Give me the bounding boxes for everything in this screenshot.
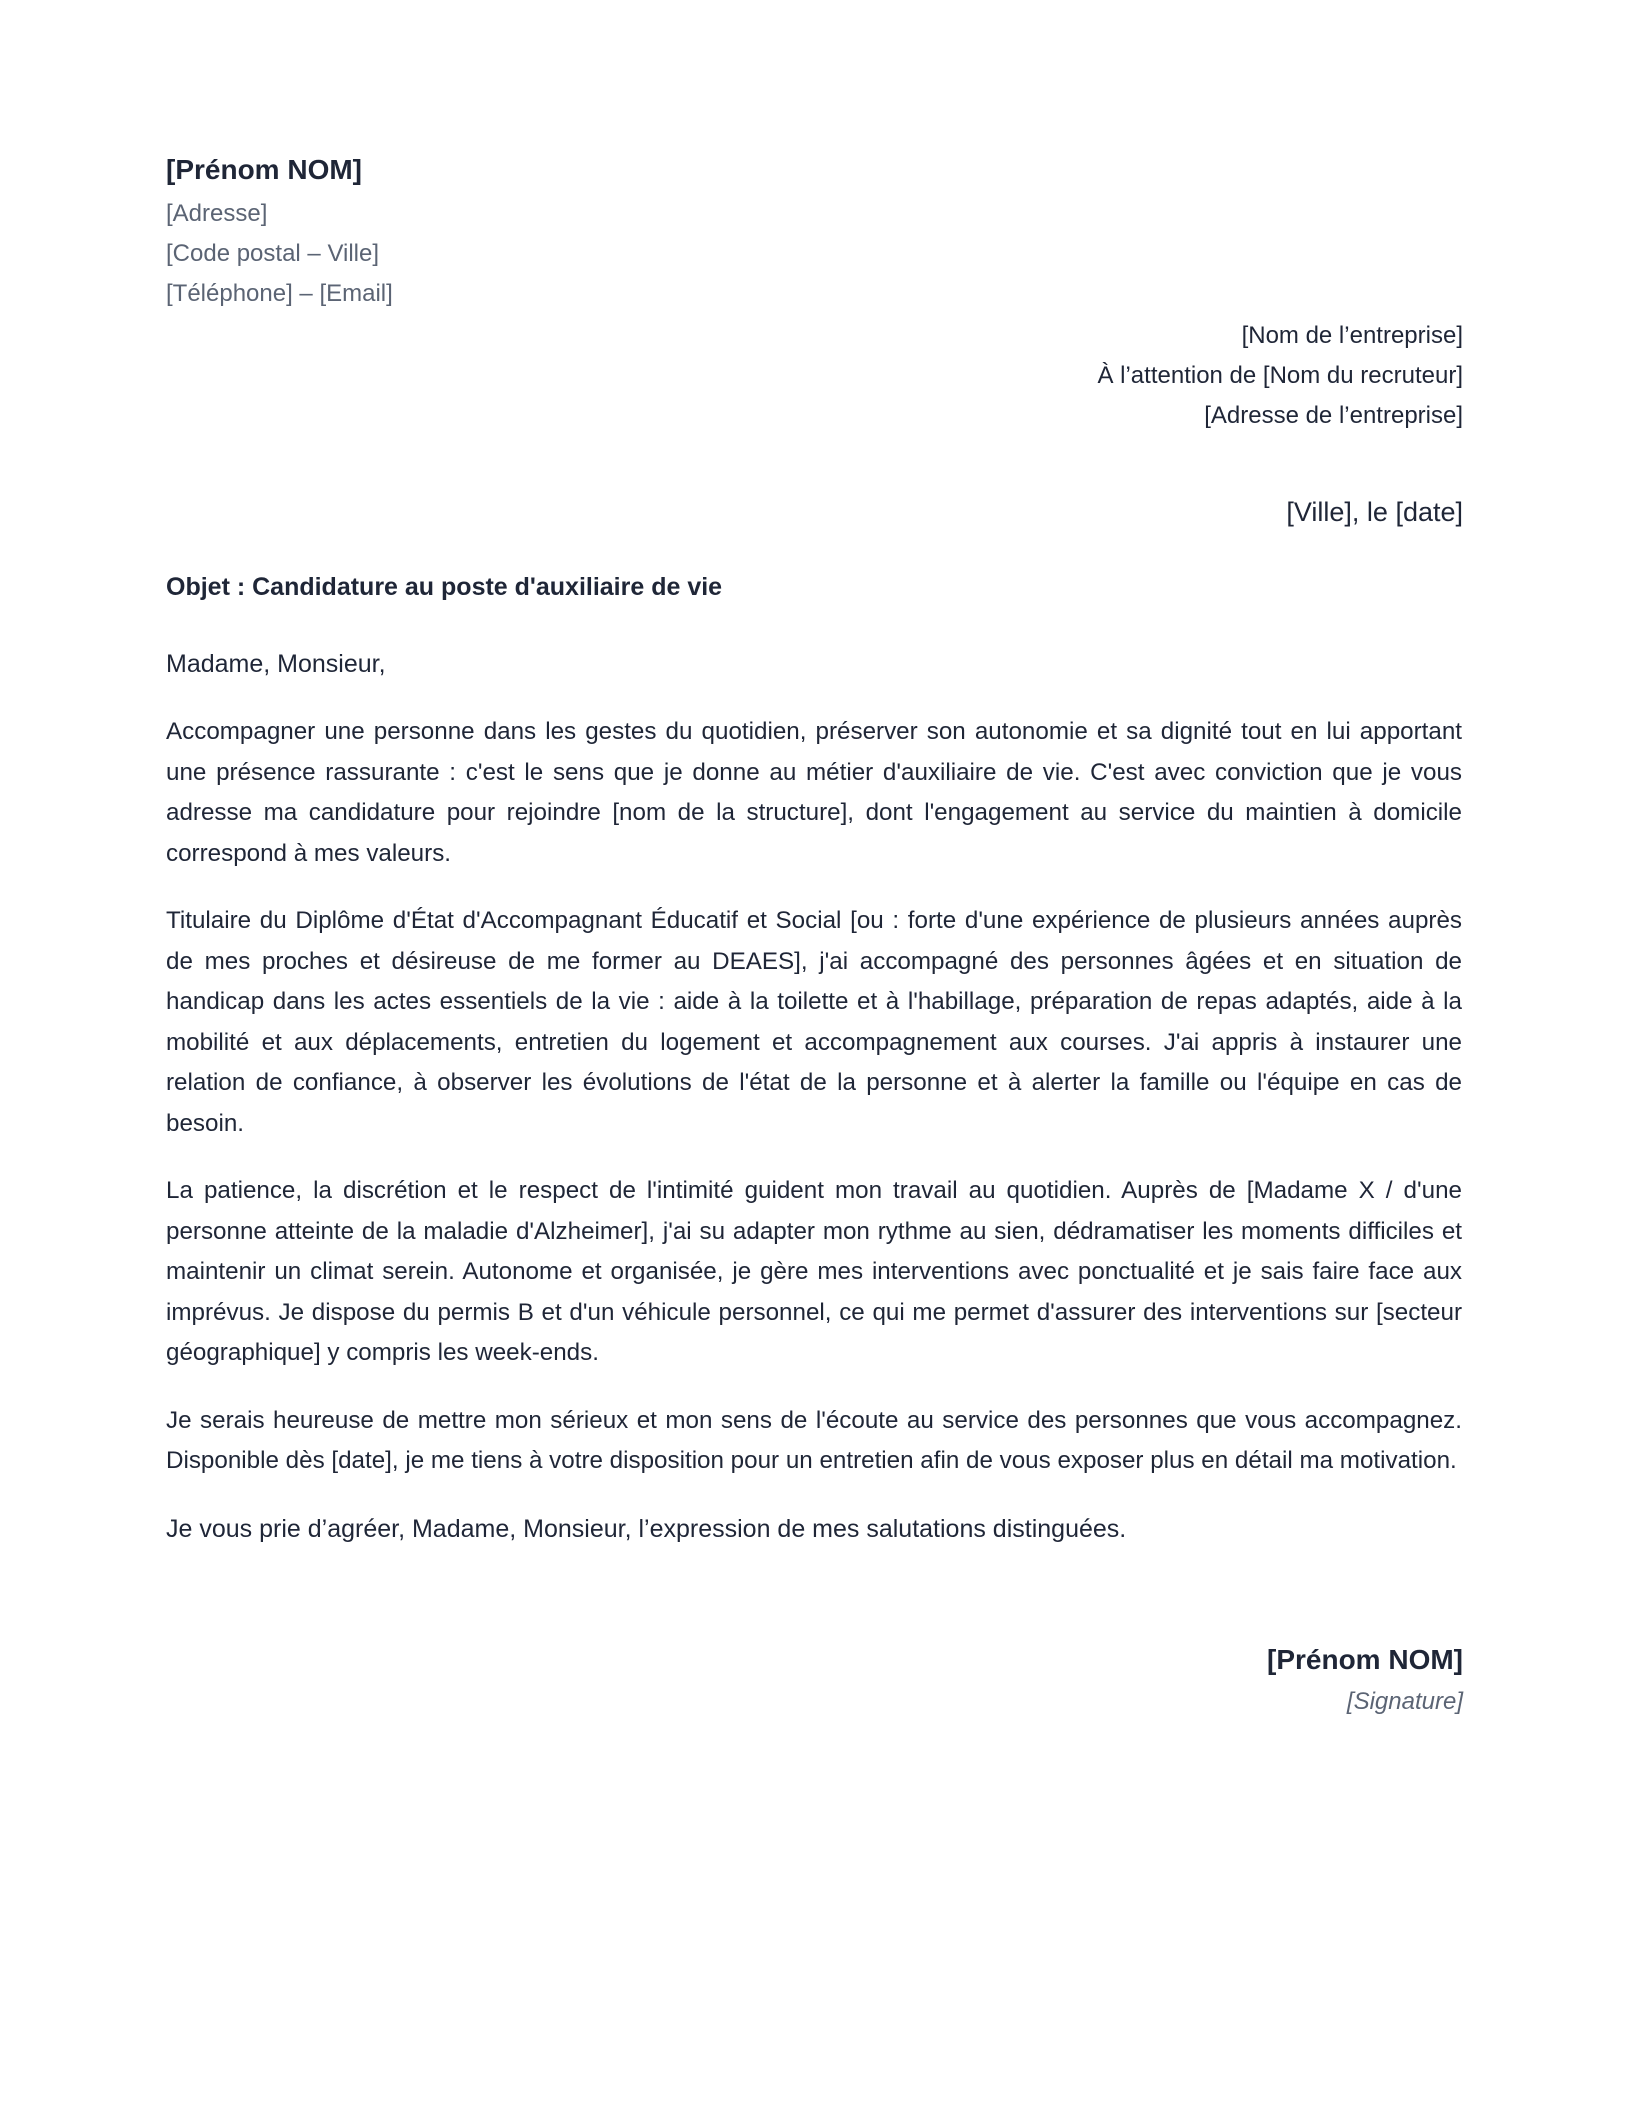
closing-formula: Je vous prie d’agréer, Madame, Monsieur, l’expression de mes salutations distinguées. bbox=[166, 1514, 1127, 1543]
body-paragraph-4: Je serais heureuse de mettre mon sérieux et mon sens de l'écoute au service des personnes que vous accompagnez. Disponible dès [date], je me tiens à votre disposition pour un entretien afin de vous exposer plus en détail ma motivation. bbox=[166, 1406, 1462, 1474]
recipient-block bbox=[763, 316, 1463, 436]
place-date: [Ville], le [date] bbox=[1286, 497, 1463, 527]
greeting: Madame, Monsieur, bbox=[166, 650, 386, 678]
body-paragraph-3: La patience, la discrétion et le respect de l'intimité guident mon travail au quotidien. Auprès de [Madame X / d'une personne atteinte de la maladie d'Alzheimer], j'ai su adapter mon rythme au sien, dédramatiser les moments difficiles et maintenir un climat serein. Autonome et organisée, je gère mes interventions avec ponctualité et je sais faire face aux imprévus. Je dispose du permis B et d'un véhicule personnel, ce qui me permet d'assurer des interventions sur [secteur géographique] y compris les week-ends. bbox=[166, 1177, 1462, 1366]
body-paragraph-2: Titulaire du Diplôme d'État d'Accompagnant Éducatif et Social [ou : forte d'une expérience de plusieurs années auprès de mes proches et désireuse de me former au DEAES], j'ai accompagné des personnes âgées et en situation de handicap dans les actes essentiels de la vie : aide à la toilette et à l'habillage, préparation de repas adaptés, aide à la mobilité et aux déplacements, entretien du logement et accompagnement aux courses. J'ai appris à instaurer une relation de confiance, à observer les évolutions de l'état de la personne et à alerter la famille ou l'équipe en cas de besoin. bbox=[166, 907, 1462, 1137]
sender-address: [Adresse] bbox=[166, 200, 268, 227]
recipient-attention: À l’attention de [Nom du recruteur] bbox=[1097, 362, 1463, 389]
body-paragraph-1: Accompagner une personne dans les gestes du quotidien, préserver son autonomie et sa dignité tout en lui apportant une présence rassurante : c'est le sens que je donne au métier d'auxiliaire de vie. C'est avec conviction que je vous adresse ma candidature pour rejoindre [nom de la structure], dont l'engagement au service du maintien à domicile correspond à mes valeurs. bbox=[166, 718, 1462, 867]
signature-placeholder: [Signature] bbox=[1346, 1688, 1463, 1715]
recipient-company: [Nom de l’entreprise] bbox=[1241, 322, 1463, 349]
sender-postal-city: [Code postal – Ville] bbox=[166, 240, 380, 267]
sender-block bbox=[166, 152, 866, 314]
letter-body bbox=[166, 644, 1462, 1549]
recipient-address: [Adresse de l’entreprise] bbox=[1204, 402, 1463, 429]
letter-subject: Objet : Candidature au poste d'auxiliaire de vie bbox=[166, 573, 723, 601]
signature-block bbox=[863, 1640, 1463, 1724]
sender-name: [Prénom NOM] bbox=[166, 154, 362, 185]
sender-contact: [Téléphone] – [Email] bbox=[166, 280, 393, 307]
signature-name: [Prénom NOM] bbox=[1267, 1644, 1463, 1675]
